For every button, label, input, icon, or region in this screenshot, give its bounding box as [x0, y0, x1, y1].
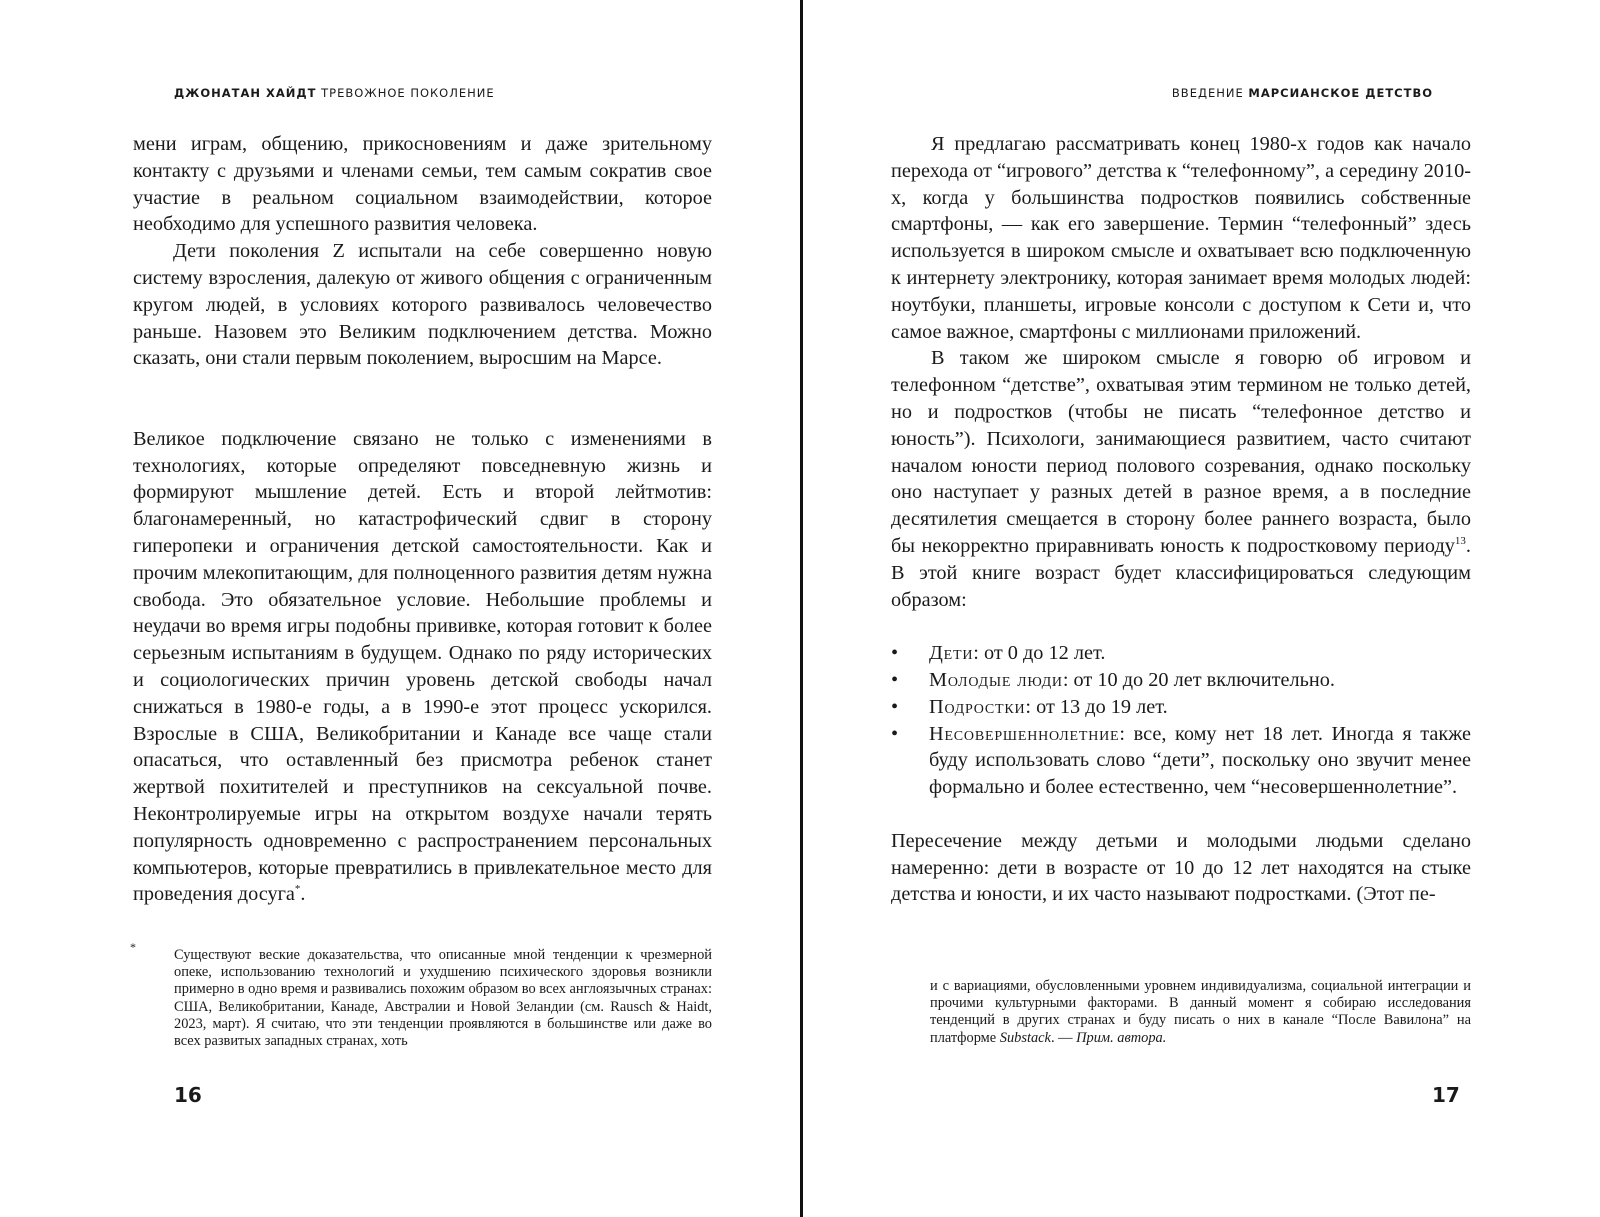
paragraph: Великое подключение связано не только с изменениями в технологиях, которые определяют повседневную жизнь и формируют мышление детей. Есть и второй лейтмотив: благонамеренный, но катастрофический сдвиг в сторону гиперопеки и ограничения детской самостоятельности. Как и прочим млекопитающим, для полноценного развития детям нужна свобода. Это обязательное условие. Небольшие проблемы и неудачи во время игры подобны прививке, которая готовит к более серьезным испытаниям в будущем. Однако по ряду исторических и социологических причин уровень детской свободы начал снижаться в 1980-е годы, а в 1990-е этот процесс ускорился. Взрослые в США, Великобритании и Канаде все чаще стали опасаться, что оставленный без присмотра ребенок станет жертвой похитителей и преступников на сексуальной почве. Неконтролируемые игры на открытом воздухе начали терять популярность одновременно с распространением персональных компьютеров, которые превратились в привлекательное место для проведения досуга*.	[133, 427, 712, 906]
header-section: ВВЕДЕНИЕ	[1171, 86, 1244, 100]
list-text: : от 0 до 12 лет.	[973, 642, 1106, 665]
footnote-italic: Substack	[999, 1029, 1051, 1046]
bullet-icon: •	[891, 642, 899, 665]
list-text: : от 13 до 19 лет.	[1025, 695, 1168, 718]
footnote-text: . —	[1050, 1029, 1077, 1046]
paragraph-text: . В этой книге возраст будет классифицироваться следующим образом:	[891, 534, 1471, 611]
list-term: Несовершеннолетние	[929, 722, 1120, 745]
bullet-icon: •	[891, 722, 899, 745]
paragraph-text: Великое подключение связано не только с изменениями в технологиях, которые определяют повседневную жизнь и формируют мышление детей. Есть и второй лейтмотив: благонамеренный, но катастрофический сдвиг в сторону гиперопеки и ограничения детской самостоятельности. Как и прочим млекопитающим, для полноценного развития детям нужна свобода. Это обязательное условие. Небольшие проблемы и неудачи во время игры подобны прививке, которая готовит к более серьезным испытаниям в будущем. Однако по ряду исторических и социологических причин уровень детской свободы начал снижаться в 1980-е годы, а в 1990-е этот процесс ускорился. Взрослые в США, Великобритании и Канаде все чаще стали опасаться, что оставленный без присмотра ребенок станет жертвой похитителей и преступников на сексуальной почве. Неконтролируемые игры на открытом воздухе начали терять популярность одновременно с распространением персональных компьютеров, которые превратились в привлекательное место для проведения досуга	[133, 427, 712, 906]
header-chapter-title: МАРСИАНСКОЕ ДЕТСТВО	[1248, 86, 1433, 100]
footnote	[930, 978, 1471, 1047]
list-term: Дети	[929, 642, 974, 665]
footnote-reference: 13	[1454, 535, 1466, 548]
footnote-text: и с вариациями, обусловленными уровнем индивидуализма, социальной интеграции и прочими культурными факторами. В данный момент я собираю исследования тенденций в других странах и буду писать о них в канале “После Вавилона” на платформе	[930, 978, 1471, 1046]
list-term: Подростки	[929, 695, 1026, 718]
list-term: Молодые люди	[929, 668, 1063, 691]
paragraph: Дети поколения Z испытали на себе совершенно новую систему взросления, далекую от живого общения с ограниченным кругом людей, в условиях которого развивалось человечество раньше. Назовем это Великим подключением детства. Можно сказать, они стали первым поколением, выросшим на Марсе.	[133, 240, 712, 370]
paragraph	[891, 345, 1471, 613]
list-item	[891, 694, 1471, 721]
paragraph: Я предлагаю рассматривать конец 1980-х годов как начало перехода от “игрового” детства к “телефонному”, а середину 2010-х, когда у большинства подростков появились собственные смартфоны, — как его завершение. Термин “телефонный” здесь используется в широком смысле и охватывает всю подключенную к интернету электронику, которая занимает время молодых людей: ноутбуки, планшеты, игровые консоли с доступом к Сети и, что самое важное, смартфоны с миллионами приложений.	[891, 133, 1471, 343]
footnote-marker: *	[130, 940, 136, 954]
left-body-text	[133, 131, 712, 908]
age-definition-list	[891, 640, 1471, 801]
list-item	[891, 640, 1471, 667]
bullet-icon: •	[891, 695, 899, 718]
footnote-reference: *	[294, 883, 301, 896]
right-body-text	[891, 131, 1471, 908]
paragraph-text: В таком же широком смысле я говорю об игровом и телефонном “детстве”, охватывая этим термином не только детей, но и подростков (чтобы не писать “телефонное детство и юность”). Психологи, занимающиеся развитием, часто считают началом юности период полового созревания, однако поскольку оно наступает у разных детей в разное время, а в последние десятилетия смещается в сторону более раннего возраста, было бы некорректно приравнивать юность к подростковому периоду	[891, 347, 1471, 557]
bullet-icon: •	[891, 668, 899, 691]
running-header-right	[1172, 86, 1433, 100]
paragraph: Пересечение между детьми и молодыми людьми сделано намеренно: дети в возрасте от 10 до 12 лет находятся на стыке детства и юности, и их часто называют подростками. (Этот пе-	[891, 829, 1471, 906]
list-text: : от 10 до 20 лет включительно.	[1062, 668, 1335, 691]
header-book-title: ТРЕВОЖНОЕ ПОКОЛЕНИЕ	[321, 86, 495, 100]
paragraph: мени играм, общению, прикосновениям и даже зрительному контакту с друзьями и членами семьи, тем самым сократив свое участие в реальном социальном взаимодействии, которое необходимо для успешного развития человека.	[133, 133, 712, 236]
page-number: 16	[174, 1083, 202, 1107]
page-number: 17	[1432, 1083, 1460, 1107]
footnote: Существуют веские доказательства, что описанные мной тенденции к чрезмерной опеке, использованию технологий и ухудшению психического здоровья возникли примерно в одно время и развивались похожим образом во всех англоязычных странах: США, Великобритании, Канаде, Австралии и Новой Зеландии (см. Rausch & Haidt, 2023, март). Я считаю, что эти тенденции проявляются в большинстве или даже во всех развитых западных странах, хоть	[174, 947, 712, 1050]
list-item	[891, 721, 1471, 801]
list-text: : все, кому нет 18 лет. Иногда я также буду использовать слово “дети”, поскольку оно звучит менее формально и более естественно, чем “несовершеннолетние”.	[929, 722, 1471, 799]
footnote-italic: Прим. автора.	[1076, 1029, 1167, 1046]
list-item	[891, 667, 1471, 694]
header-author: ДЖОНАТАН ХАЙДТ	[174, 86, 317, 100]
running-header-left	[174, 86, 495, 100]
